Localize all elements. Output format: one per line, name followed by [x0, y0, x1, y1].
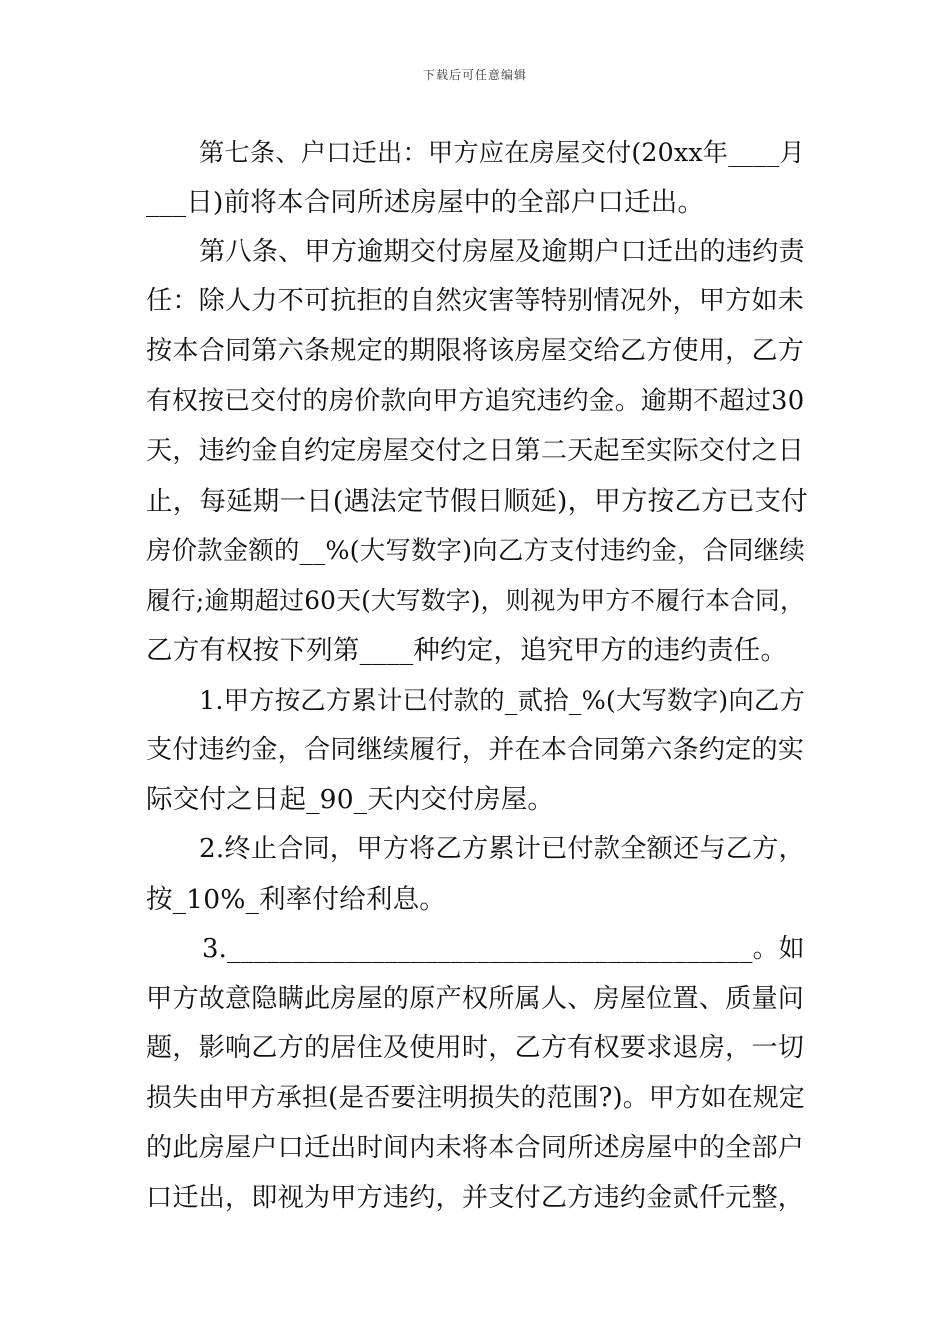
paragraph-line: 第七条、户口迁出：甲方应在房屋交付(20xx年____月: [199, 138, 805, 167]
paragraph-line: 口迁出，即视为甲方违约，并支付乙方违约金贰仟元整，: [146, 1182, 805, 1213]
paragraph-line: 止，每延期一日(遇法定节假日顺延)，甲方按乙方已支付: [146, 485, 808, 517]
document-body: [146, 128, 808, 1224]
paragraph-line: 甲方故意隐瞒此房屋的原产权所属人、房屋位置、质量问: [146, 983, 805, 1014]
paragraph-line: 的此房屋户口迁出时间内未将本合同所述房屋中的全部户: [146, 1132, 805, 1163]
paragraph-line: 履行;逾期超过60天(大写数字)，则视为甲方不履行本合同，: [146, 586, 805, 616]
paragraph-line: 损失由甲方承担(是否要注明损失的范围?)。甲方如在规定: [146, 1083, 805, 1114]
paragraph-line: 乙方有权按下列第____种约定，追究甲方的违约责任。: [146, 634, 788, 666]
paragraph-line: 任：除人力不可抗拒的自然灾害等特别情况外，甲方如未: [146, 286, 805, 317]
paragraph-line: 1.甲方按乙方累计已付款的_贰拾_%(大写数字)向乙方: [199, 684, 806, 715]
paragraph-line: 际交付之日起_90_天内交付房屋。: [146, 784, 555, 816]
paragraph-line: 3.________________________________________。如: [202, 933, 805, 964]
paragraph-line: 按本合同第六条规定的期限将该房屋交给乙方使用，乙方: [146, 336, 805, 367]
paragraph-line: 支付违约金，合同继续履行，并在本合同第六条约定的实: [146, 734, 805, 765]
paragraph-line: 第八条、甲方逾期交付房屋及逾期户口迁出的违约责: [199, 236, 805, 267]
paragraph-line: ___日)前将本合同所述房屋中的全部户口迁出。: [146, 186, 705, 218]
paragraph-line: 2.终止合同，甲方将乙方累计已付款全额还与乙方，: [199, 834, 805, 865]
paragraph-line: 天，违约金自约定房屋交付之日第二天起至实际交付之日: [146, 435, 805, 466]
paragraph-line: 按_10%_利率付给利息。: [146, 883, 447, 915]
paragraph-line: 题，影响乙方的居住及使用时，乙方有权要求退房，一切: [146, 1033, 805, 1064]
paragraph-line: 房价款金额的__%(大写数字)向乙方支付违约金，合同继续: [146, 535, 805, 566]
paragraph-line: 有权按已交付的房价款向甲方追究违约金。逾期不超过30: [146, 385, 805, 416]
page-header: 下载后可任意编辑: [422, 68, 527, 82]
